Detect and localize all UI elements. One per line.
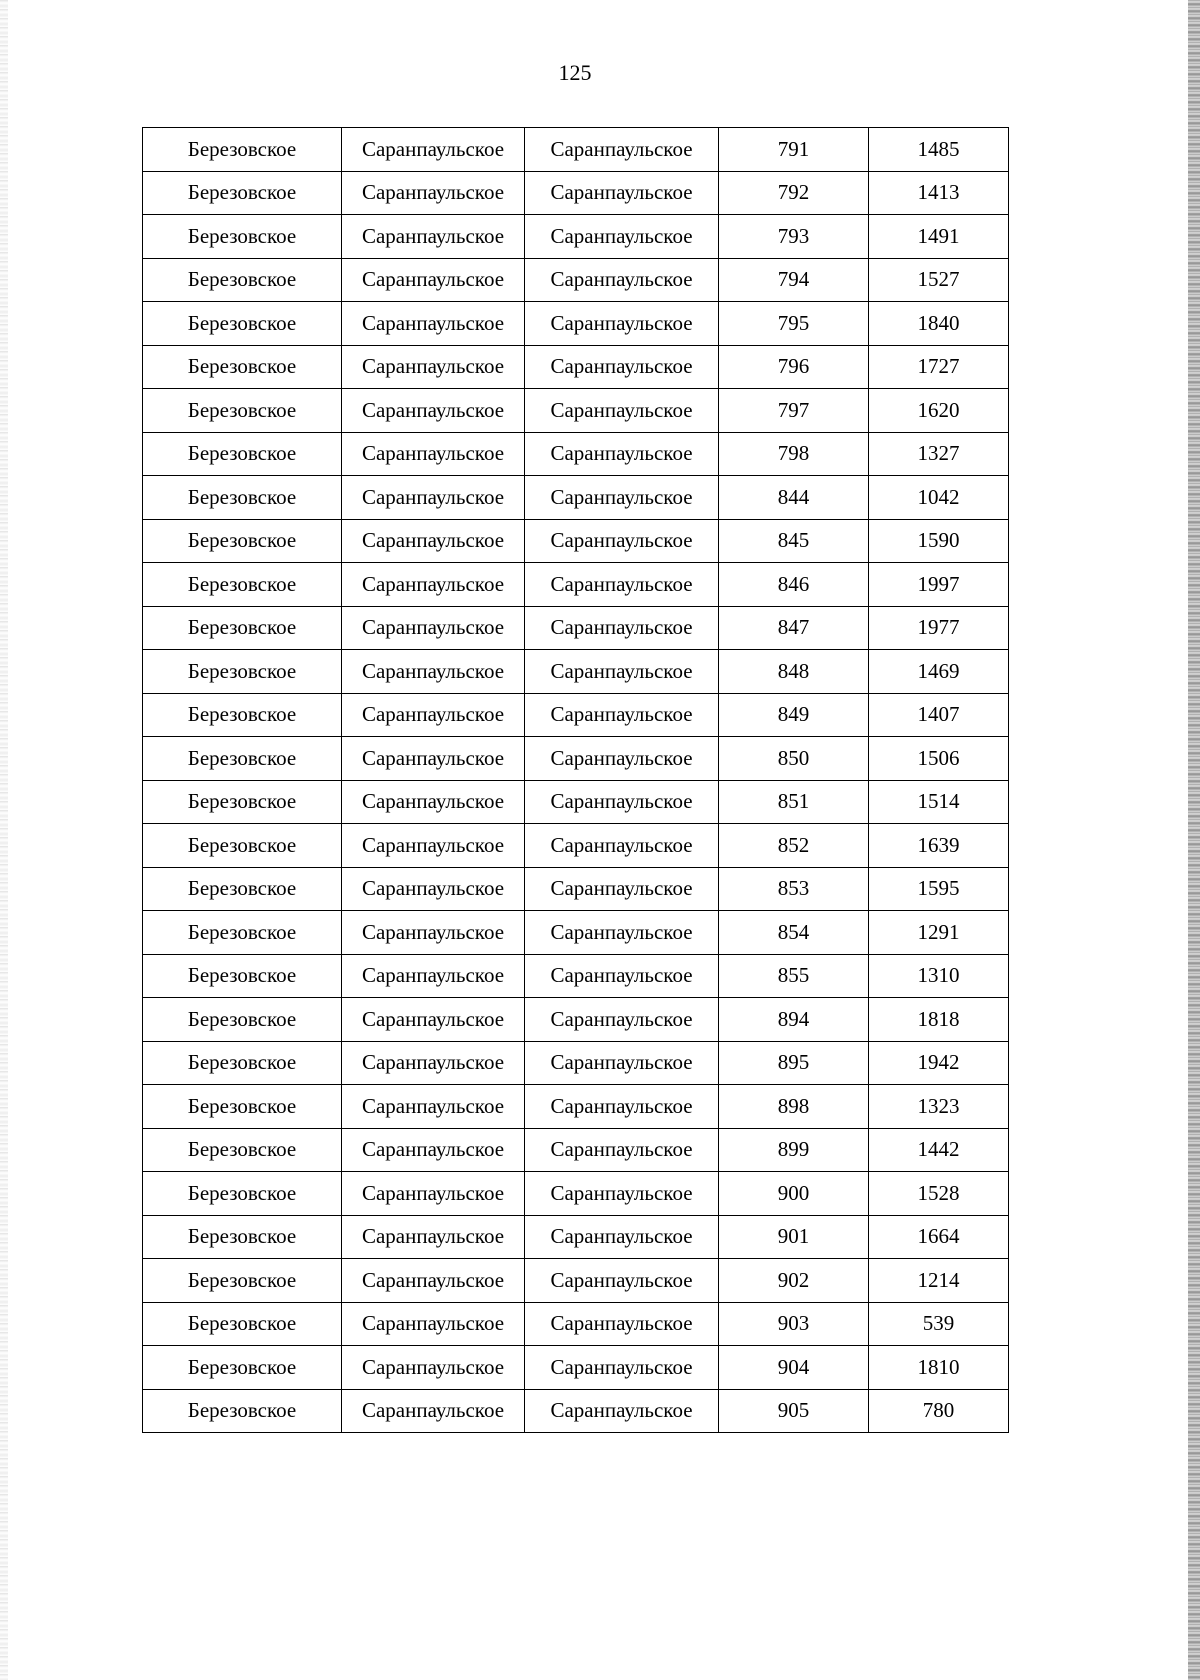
settlement-cell: Саранпаульское [342,563,525,607]
locality-cell: Саранпаульское [525,998,719,1042]
value-cell: 1485 [869,128,1009,172]
locality-cell: Саранпаульское [525,737,719,781]
settlement-cell: Саранпаульское [342,389,525,433]
settlement-cell: Саранпаульское [342,432,525,476]
value-cell: 1997 [869,563,1009,607]
district-cell: Березовское [143,1259,342,1303]
settlement-cell: Саранпаульское [342,867,525,911]
district-cell: Березовское [143,1128,342,1172]
table-row [143,954,1009,998]
settlement-cell: Саранпаульское [342,1172,525,1216]
district-cell: Березовское [143,563,342,607]
district-cell: Березовское [143,258,342,302]
number-cell: 894 [719,998,869,1042]
locality-cell: Саранпаульское [525,867,719,911]
table-row [143,693,1009,737]
settlement-cell: Саранпаульское [342,1346,525,1390]
district-cell: Березовское [143,128,342,172]
settlement-cell: Саранпаульское [342,998,525,1042]
district-cell: Березовское [143,345,342,389]
locality-cell: Саранпаульское [525,911,719,955]
table-row [143,1346,1009,1390]
number-cell: 899 [719,1128,869,1172]
number-cell: 845 [719,519,869,563]
table-row [143,998,1009,1042]
value-cell: 1413 [869,171,1009,215]
value-cell: 1527 [869,258,1009,302]
number-cell: 902 [719,1259,869,1303]
settlement-cell: Саранпаульское [342,824,525,868]
settlement-cell: Саранпаульское [342,476,525,520]
locality-cell: Саранпаульское [525,1128,719,1172]
value-cell: 1469 [869,650,1009,694]
district-cell: Березовское [143,998,342,1042]
district-cell: Березовское [143,606,342,650]
district-cell: Березовское [143,954,342,998]
scan-edge-left [0,0,8,1680]
value-cell: 1942 [869,1041,1009,1085]
settlement-cell: Саранпаульское [342,1302,525,1346]
table-row [143,780,1009,824]
district-cell: Березовское [143,824,342,868]
locality-cell: Саранпаульское [525,128,719,172]
value-cell: 539 [869,1302,1009,1346]
district-cell: Березовское [143,1172,342,1216]
table-row [143,1085,1009,1129]
district-cell: Березовское [143,1215,342,1259]
settlement-cell: Саранпаульское [342,1041,525,1085]
number-cell: 797 [719,389,869,433]
settlement-cell: Саранпаульское [342,128,525,172]
number-cell: 905 [719,1389,869,1433]
value-cell: 1818 [869,998,1009,1042]
value-cell: 1491 [869,215,1009,259]
value-cell: 1323 [869,1085,1009,1129]
district-cell: Березовское [143,867,342,911]
value-cell: 1727 [869,345,1009,389]
district-cell: Березовское [143,215,342,259]
value-cell: 1214 [869,1259,1009,1303]
table-row [143,1259,1009,1303]
settlement-cell: Саранпаульское [342,1259,525,1303]
settlement-cell: Саранпаульское [342,302,525,346]
value-cell: 1620 [869,389,1009,433]
locality-cell: Саранпаульское [525,302,719,346]
locality-cell: Саранпаульское [525,693,719,737]
table-row [143,432,1009,476]
settlement-cell: Саранпаульское [342,345,525,389]
district-cell: Березовское [143,171,342,215]
table-row [143,824,1009,868]
locality-cell: Саранпаульское [525,954,719,998]
value-cell: 1442 [869,1128,1009,1172]
number-cell: 898 [719,1085,869,1129]
number-cell: 900 [719,1172,869,1216]
table-row [143,867,1009,911]
number-cell: 903 [719,1302,869,1346]
locality-cell: Саранпаульское [525,215,719,259]
district-cell: Березовское [143,1085,342,1129]
page-number: 125 [558,60,592,85]
locality-cell: Саранпаульское [525,345,719,389]
district-cell: Березовское [143,519,342,563]
table-row [143,1215,1009,1259]
district-cell: Березовское [143,911,342,955]
scan-edge-right [1188,0,1200,1680]
locality-cell: Саранпаульское [525,1215,719,1259]
table-row [143,737,1009,781]
locality-cell: Саранпаульское [525,1389,719,1433]
table-body [143,128,1009,1433]
table-row [143,650,1009,694]
number-cell: 850 [719,737,869,781]
value-cell: 1042 [869,476,1009,520]
table-row [143,128,1009,172]
locality-cell: Саранпаульское [525,389,719,433]
number-cell: 901 [719,1215,869,1259]
locality-cell: Саранпаульское [525,606,719,650]
value-cell: 1528 [869,1172,1009,1216]
number-cell: 853 [719,867,869,911]
settlement-cell: Саранпаульское [342,1128,525,1172]
settlement-cell: Саранпаульское [342,1389,525,1433]
district-cell: Березовское [143,302,342,346]
settlement-cell: Саранпаульское [342,171,525,215]
district-cell: Березовское [143,737,342,781]
table-row [143,606,1009,650]
number-cell: 844 [719,476,869,520]
settlement-cell: Саранпаульское [342,606,525,650]
number-cell: 848 [719,650,869,694]
district-cell: Березовское [143,693,342,737]
number-cell: 791 [719,128,869,172]
value-cell: 1590 [869,519,1009,563]
district-cell: Березовское [143,432,342,476]
locality-cell: Саранпаульское [525,780,719,824]
value-cell: 1291 [869,911,1009,955]
number-cell: 795 [719,302,869,346]
settlement-cell: Саранпаульское [342,780,525,824]
table-row [143,911,1009,955]
settlement-cell: Саранпаульское [342,1085,525,1129]
value-cell: 780 [869,1389,1009,1433]
locality-cell: Саранпаульское [525,171,719,215]
table-row [143,563,1009,607]
table-row [143,258,1009,302]
locality-cell: Саранпаульское [525,650,719,694]
locality-cell: Саранпаульское [525,563,719,607]
table-row [143,171,1009,215]
number-cell: 793 [719,215,869,259]
locality-cell: Саранпаульское [525,1172,719,1216]
district-cell: Березовское [143,1346,342,1390]
district-cell: Березовское [143,650,342,694]
district-cell: Березовское [143,780,342,824]
table-row [143,302,1009,346]
value-cell: 1310 [869,954,1009,998]
locality-cell: Саранпаульское [525,1346,719,1390]
table-row [143,476,1009,520]
number-cell: 854 [719,911,869,955]
number-cell: 794 [719,258,869,302]
table-row [143,1172,1009,1216]
number-cell: 792 [719,171,869,215]
settlement-cell: Саранпаульское [342,954,525,998]
table-row [143,519,1009,563]
data-table [142,127,1009,1433]
locality-cell: Саранпаульское [525,1259,719,1303]
value-cell: 1514 [869,780,1009,824]
district-cell: Березовское [143,1041,342,1085]
locality-cell: Саранпаульское [525,1085,719,1129]
locality-cell: Саранпаульское [525,824,719,868]
number-cell: 851 [719,780,869,824]
district-cell: Березовское [143,476,342,520]
settlement-cell: Саранпаульское [342,519,525,563]
value-cell: 1810 [869,1346,1009,1390]
value-cell: 1327 [869,432,1009,476]
settlement-cell: Саранпаульское [342,215,525,259]
table-row [143,1389,1009,1433]
number-cell: 798 [719,432,869,476]
locality-cell: Саранпаульское [525,519,719,563]
settlement-cell: Саранпаульское [342,737,525,781]
number-cell: 849 [719,693,869,737]
number-cell: 855 [719,954,869,998]
value-cell: 1407 [869,693,1009,737]
value-cell: 1664 [869,1215,1009,1259]
table-row [143,215,1009,259]
table-row [143,1128,1009,1172]
settlement-cell: Саранпаульское [342,693,525,737]
settlement-cell: Саранпаульское [342,1215,525,1259]
value-cell: 1977 [869,606,1009,650]
locality-cell: Саранпаульское [525,1302,719,1346]
number-cell: 895 [719,1041,869,1085]
number-cell: 796 [719,345,869,389]
locality-cell: Саранпаульское [525,258,719,302]
locality-cell: Саранпаульское [525,432,719,476]
number-cell: 852 [719,824,869,868]
settlement-cell: Саранпаульское [342,258,525,302]
value-cell: 1595 [869,867,1009,911]
table-row [143,389,1009,433]
table-row [143,1302,1009,1346]
settlement-cell: Саранпаульское [342,911,525,955]
district-cell: Березовское [143,389,342,433]
district-cell: Березовское [143,1302,342,1346]
table-row [143,1041,1009,1085]
number-cell: 904 [719,1346,869,1390]
locality-cell: Саранпаульское [525,476,719,520]
district-cell: Березовское [143,1389,342,1433]
locality-cell: Саранпаульское [525,1041,719,1085]
value-cell: 1506 [869,737,1009,781]
value-cell: 1840 [869,302,1009,346]
settlement-cell: Саранпаульское [342,650,525,694]
number-cell: 847 [719,606,869,650]
table-row [143,345,1009,389]
value-cell: 1639 [869,824,1009,868]
number-cell: 846 [719,563,869,607]
